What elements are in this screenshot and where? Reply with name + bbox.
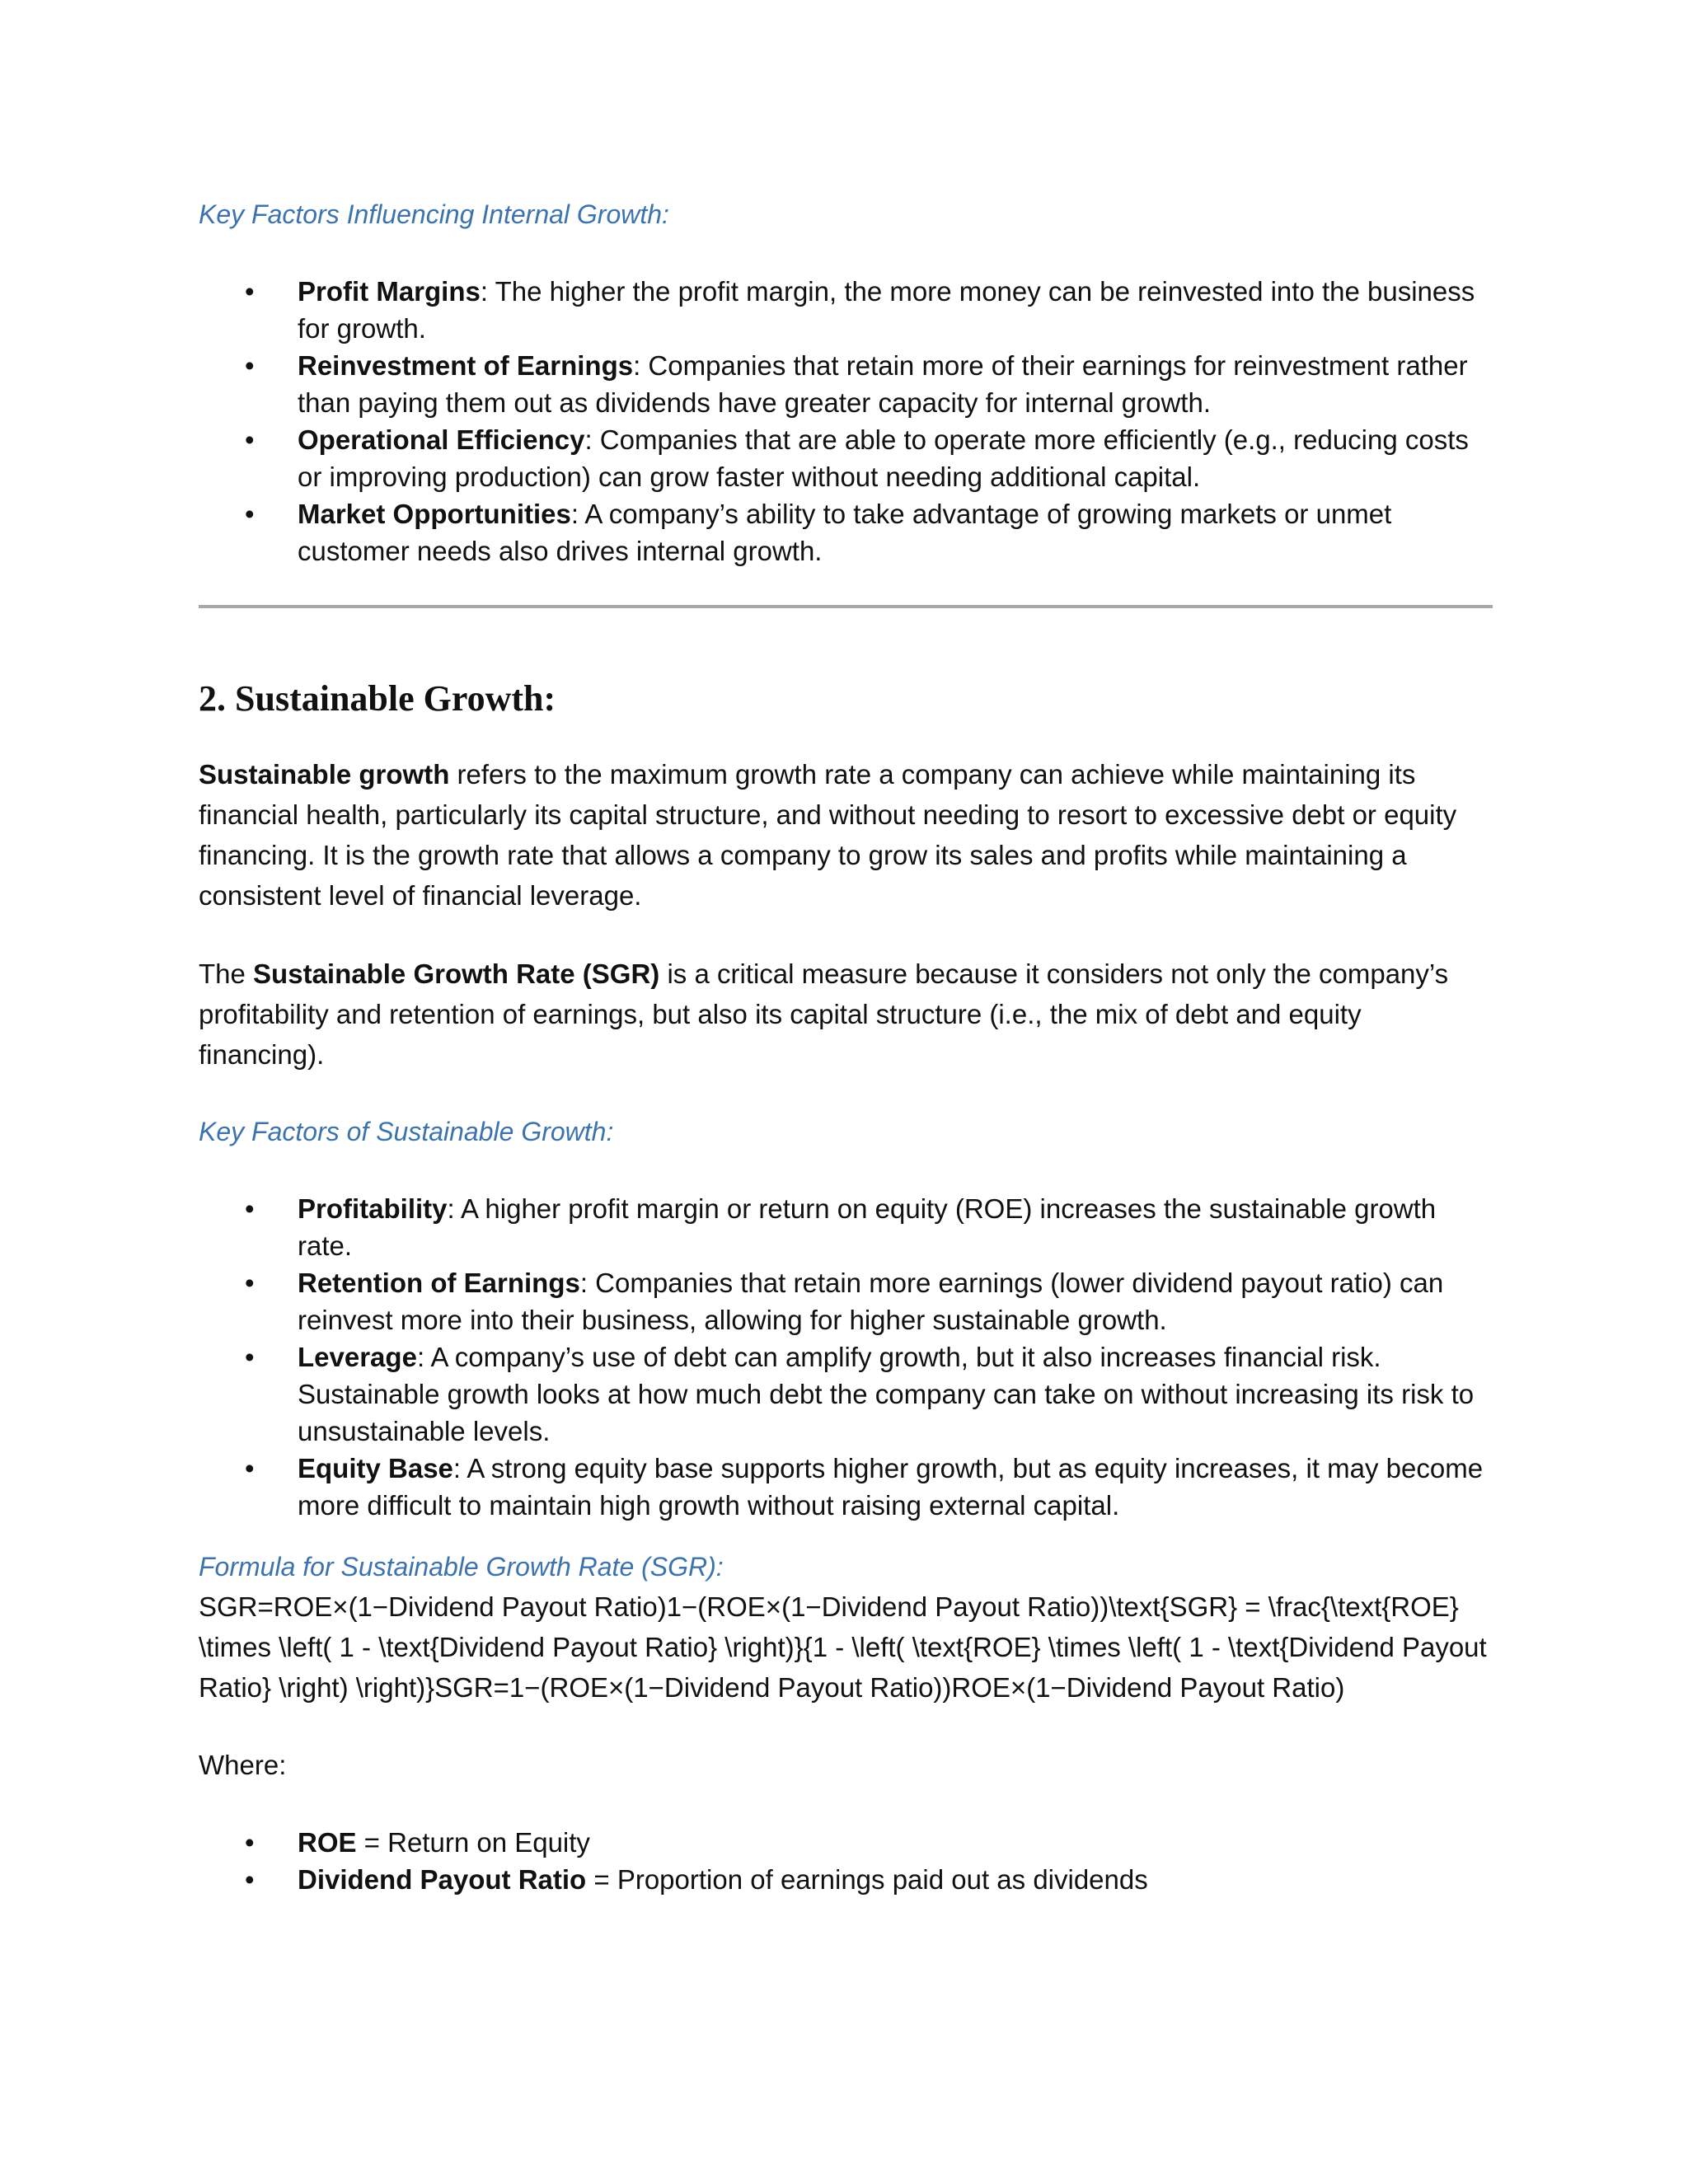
- list-item-term: Leverage: [298, 1342, 417, 1372]
- list-item-term: Equity Base: [298, 1453, 453, 1483]
- list-item-term: Dividend Payout Ratio: [298, 1864, 587, 1895]
- list-item: [199, 421, 1493, 495]
- list-item: [199, 495, 1493, 569]
- bullet-icon: •: [245, 350, 255, 381]
- list-item-term: Operational Efficiency: [298, 424, 585, 455]
- list-item-term: Retention of Earnings: [298, 1268, 580, 1298]
- list-item-text: : Companies that retain more of their earnings for reinvestment rather than paying them out as dividends have greater capacity for internal growth.: [298, 350, 1468, 418]
- paragraph-text: is a critical measure because it considers not only the company’s profitability and retention of earnings, but also its capital structure (i.e., the mix of debt and equity financing).: [199, 958, 1449, 1070]
- list-item: [199, 1450, 1493, 1524]
- bullet-icon: •: [245, 1827, 255, 1858]
- sustainable-factors-list: [199, 1190, 1493, 1524]
- bullet-icon: •: [245, 499, 255, 529]
- internal-factors-heading: Key Factors Influencing Internal Growth:: [199, 199, 669, 229]
- paragraph-text: refers to the maximum growth rate a company can achieve while maintaining its financial health, particularly its capital structure, and without needing to resort to excessive debt or equity financing. It is the growth rate that allows a company to grow its sales and profits while maintaining a consistent level of financial leverage.: [199, 759, 1457, 911]
- list-item: [199, 1264, 1493, 1338]
- where-label: Where:: [199, 1750, 287, 1780]
- list-item: [199, 347, 1493, 421]
- paragraph-lead: The: [199, 958, 254, 989]
- list-item: [199, 1861, 1493, 1898]
- bullet-icon: •: [245, 1342, 255, 1372]
- bullet-icon: •: [245, 1193, 255, 1224]
- list-item-text: : A company’s use of debt can amplify growth, but it also increases financial risk. Sustainable growth looks at how much debt the company can take on without increasing its risk to unsustainable levels.: [298, 1342, 1475, 1446]
- list-item-term: Profitability: [298, 1193, 448, 1224]
- list-item-term: Profit Margins: [298, 276, 481, 307]
- sgr-paragraph: [199, 954, 1493, 1075]
- bullet-icon: •: [245, 1268, 255, 1298]
- list-item-text: : A higher profit margin or return on equity (ROE) increases the sustainable growth rate.: [298, 1193, 1437, 1261]
- list-item-text: : A company’s ability to take advantage of growing markets or unmet customer needs also drives internal growth.: [298, 499, 1392, 566]
- list-item-term: Market Opportunities: [298, 499, 571, 529]
- bullet-icon: •: [245, 1453, 255, 1483]
- list-item-text: : The higher the profit margin, the more money can be reinvested into the business for growth.: [298, 276, 1475, 344]
- list-item-text: = Proportion of earnings paid out as dividends: [586, 1864, 1148, 1895]
- list-item: [199, 1338, 1493, 1450]
- section-divider: [199, 605, 1493, 608]
- bullet-icon: •: [245, 1864, 255, 1895]
- definitions-list: [199, 1824, 1493, 1898]
- list-item: [199, 273, 1493, 347]
- paragraph-bold-term: Sustainable growth: [199, 759, 450, 790]
- list-item-text: = Return on Equity: [356, 1827, 590, 1858]
- list-item-text: : Companies that retain more earnings (lower dividend payout ratio) can reinvest more into their business, allowing for higher sustainable growth.: [298, 1268, 1444, 1335]
- bullet-icon: •: [245, 424, 255, 455]
- formula-heading: Formula for Sustainable Growth Rate (SGR):: [199, 1552, 724, 1582]
- list-item-text: : Companies that are able to operate more efficiently (e.g., reducing costs or improving production) can grow faster without needing additional capital.: [298, 424, 1469, 492]
- sustainable-factors-heading: Key Factors of Sustainable Growth:: [199, 1117, 614, 1146]
- sustainable-growth-paragraph: [199, 754, 1493, 916]
- list-item-text: : A strong equity base supports higher growth, but as equity increases, it may become more difficult to maintain high growth without raising external capital.: [298, 1453, 1484, 1521]
- bullet-icon: •: [245, 276, 255, 307]
- paragraph-bold-term: Sustainable Growth Rate (SGR): [253, 958, 660, 989]
- list-item: [199, 1824, 1493, 1861]
- list-item-term: ROE: [298, 1827, 357, 1858]
- document-content: [199, 194, 1493, 1898]
- sgr-formula: SGR=ROE×(1−Dividend Payout Ratio)1−(ROE×(1−Dividend Payout Ratio))\text{SGR} = \frac{\text{ROE} \times \left( 1 - \text{Dividend Payout Ratio} \right)}{1 - \left( \text{ROE} \times \left( 1 - \text{Dividend Payout Ratio} \right) \right)}SGR=1−(ROE×(1−Dividend Payout Ratio))ROE×(1−Dividend Payout Ratio): [199, 1591, 1487, 1703]
- section-title: 2. Sustainable Growth:: [199, 678, 556, 719]
- list-item-term: Reinvestment of Earnings: [298, 350, 634, 381]
- internal-factors-list: [199, 273, 1493, 569]
- list-item: [199, 1190, 1493, 1264]
